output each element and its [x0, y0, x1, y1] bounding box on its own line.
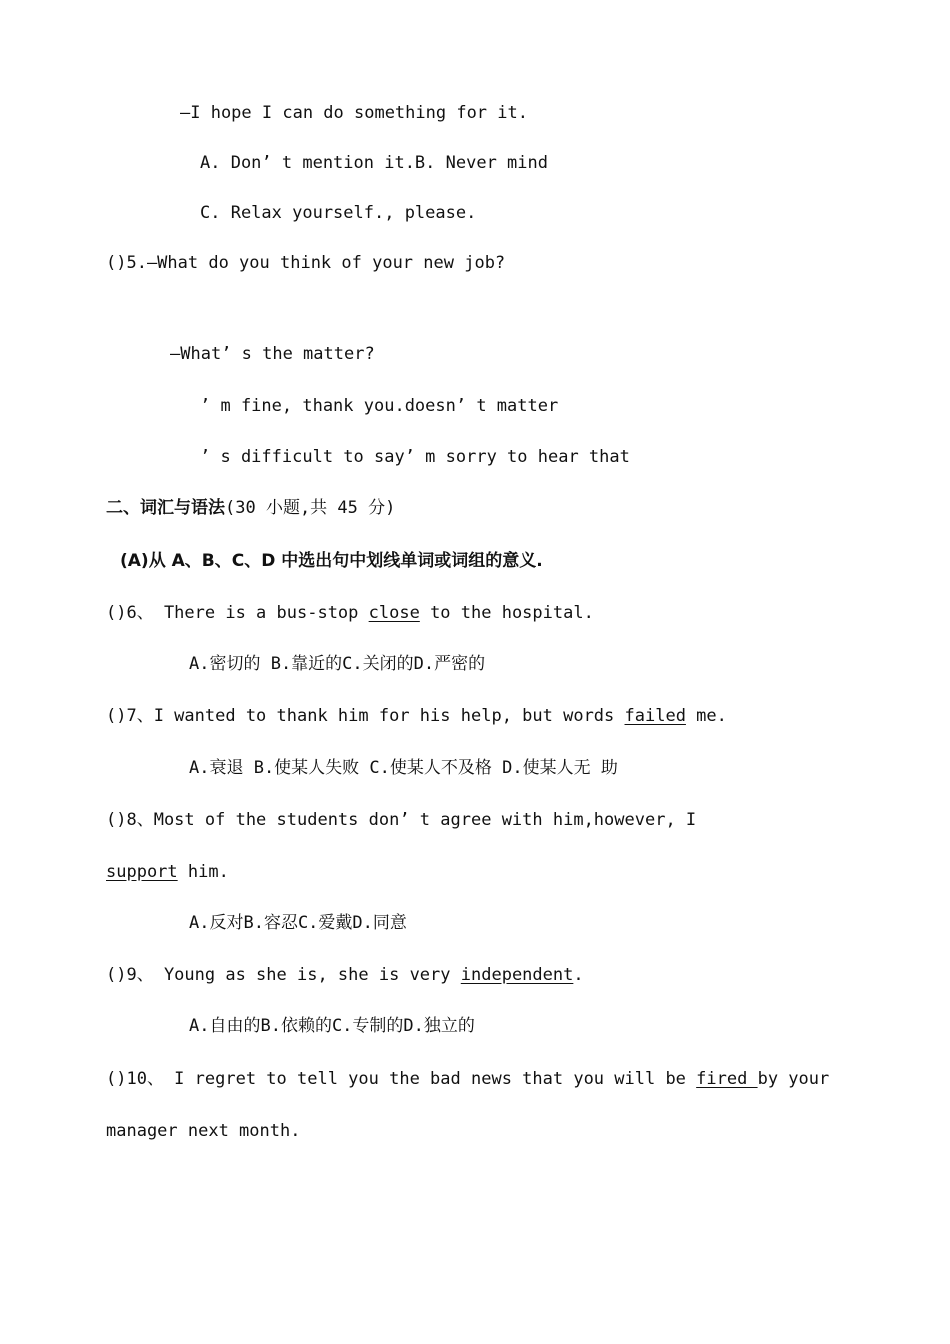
question-9 [106, 964, 584, 986]
q9-text-end: . [573, 965, 584, 985]
q10-underlined-word: fired [696, 1069, 758, 1089]
question-5: ()5.—What do you think of your new job? [106, 253, 506, 273]
q9-options: A.自由的B.依赖的C.专制的D.独立的 [189, 1016, 475, 1036]
q8-underlined-word: support [106, 862, 178, 882]
q6-text: ()6、 There is a bus-stop [106, 603, 369, 623]
question-6 [106, 602, 594, 624]
question-8-cont [106, 861, 229, 883]
section-note: (30 小题,共 45 分) [225, 498, 396, 518]
q7-text-end: me. [685, 706, 727, 726]
dialogue-line-reply: —I hope I can do something for it. [180, 103, 528, 123]
dialogue-line-matter: —What’ s the matter? [170, 344, 375, 364]
q9-underlined-word: independent [460, 965, 574, 985]
q6-text-end: to the hospital. [419, 603, 594, 623]
q10-text-end: by your [757, 1069, 830, 1089]
part-a-instruction: (A)从 A、B、C、D 中选出句中划线单词或词组的意义. [120, 551, 543, 571]
q8-options: A.反对B.容忍C.爱戴D.同意 [189, 913, 407, 933]
question-10 [106, 1068, 829, 1090]
q9-text: ()9、 Young as she is, she is very [106, 965, 461, 985]
q6-underlined-word: close [368, 603, 420, 623]
option-line-cd-5: ’ s difficult to say’ m sorry to hear that [200, 447, 630, 467]
section-title: 二、词汇与语法 [106, 498, 225, 518]
section-heading [106, 497, 395, 519]
q6-options: A.密切的 B.靠近的C.关闭的D.严密的 [189, 654, 486, 674]
q7-text: ()7、I wanted to thank him for his help, but words [106, 706, 625, 726]
question-10-cont: manager next month. [106, 1121, 301, 1141]
q7-underlined-word: failed [624, 706, 686, 726]
q10-text: ()10、 I regret to tell you the bad news that you will be [106, 1069, 697, 1089]
question-8: ()8、Most of the students don’ t agree with him,however, I [106, 810, 697, 830]
option-line-ab-5: ’ m fine, thank you.doesn’ t matter [200, 396, 559, 416]
q8-text-end: him. [177, 862, 229, 882]
question-7 [106, 705, 727, 727]
q7-options: A.衰退 B.使某人失败 C.使某人不及格 D.使某人无 助 [189, 758, 618, 778]
option-line-ab: A. Don’ t mention it.B. Never mind [200, 153, 548, 173]
option-line-c: C. Relax yourself., please. [200, 203, 477, 223]
